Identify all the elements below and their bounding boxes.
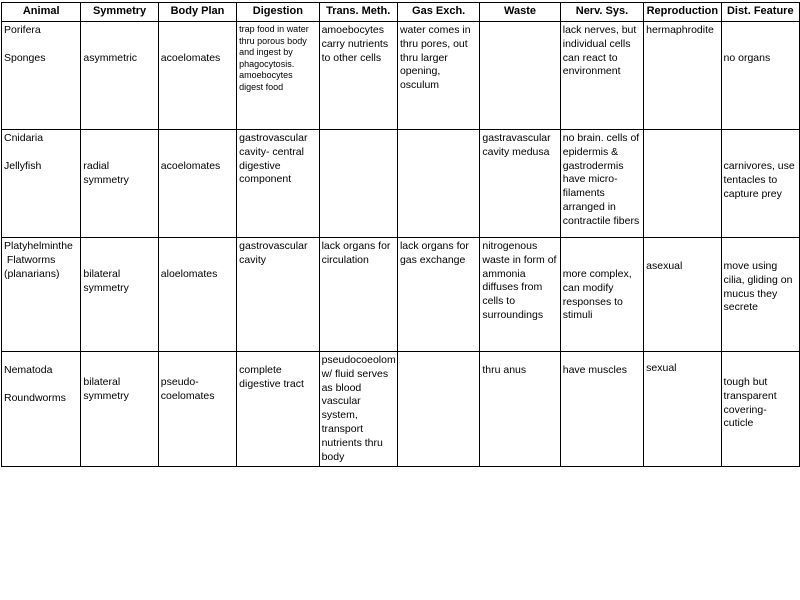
cell-animal [2, 238, 81, 352]
cell-nervous [560, 22, 643, 130]
cell-transport [319, 238, 397, 352]
cell-gas-exchange [397, 352, 479, 467]
cell-body-plan [158, 130, 236, 238]
body-plan-text: aloelomates [160, 268, 218, 280]
cell-feature [721, 130, 799, 238]
feature-text: no organs [723, 52, 771, 64]
cell-gas-exchange [397, 130, 479, 238]
animal-common-name: Roundworms [4, 391, 66, 404]
waste-text: thru anus [482, 364, 527, 376]
feature-text: carnivores, use tentacles to capture prey [723, 160, 795, 200]
cell-reproduction [644, 22, 721, 130]
header-symmetry: Symmetry [81, 3, 158, 22]
header-nervous: Nerv. Sys. [560, 3, 643, 22]
digestion-text: gastrovascular cavity [239, 240, 308, 266]
nervous-text: lack nerves, but individual cells can react to environment [562, 24, 637, 78]
animal-comparison-table [1, 2, 800, 467]
transport-text: pseudocoeolom w/ fluid serves as blood vascular system, transport nutrients thru body [321, 354, 396, 463]
reproduction-text: asexual [646, 260, 683, 272]
cell-feature [721, 22, 799, 130]
cell-waste [480, 130, 560, 238]
cell-animal [2, 22, 81, 130]
symmetry-text: bilateral symmetry [83, 376, 129, 402]
cell-animal [2, 352, 81, 467]
cell-body-plan [158, 238, 236, 352]
reproduction-text: sexual [646, 362, 677, 374]
cell-symmetry [81, 238, 158, 352]
cell-waste [480, 22, 560, 130]
transport-text: amoebocytes carry nutrients to other cells [321, 24, 389, 64]
digestion-text: complete digestive tract [239, 364, 304, 390]
reproduction-text: hermaphrodite [646, 24, 714, 36]
animal-example: (planarians) [4, 267, 60, 280]
symmetry-text: asymmetric [83, 52, 138, 64]
feature-text: move using cilia, gliding on mucus they secrete [723, 260, 793, 314]
cell-symmetry [81, 22, 158, 130]
table-row [2, 352, 800, 467]
header-transport: Trans. Meth. [319, 3, 397, 22]
symmetry-text: radial symmetry [83, 160, 129, 186]
cell-feature [721, 238, 799, 352]
cell-nervous [560, 130, 643, 238]
cell-digestion [237, 238, 319, 352]
header-digestion: Digestion [237, 3, 319, 22]
cell-transport [319, 352, 397, 467]
feature-text: tough but transparent covering- cuticle [723, 376, 777, 430]
cell-digestion [237, 352, 319, 467]
table-row [2, 238, 800, 352]
symmetry-text: bilateral symmetry [83, 268, 129, 294]
cell-digestion [237, 22, 319, 130]
animal-phylum: Platyhelminthe [4, 240, 73, 252]
cell-nervous [560, 352, 643, 467]
animal-phylum: Porifera [4, 24, 41, 36]
cell-digestion [237, 130, 319, 238]
animal-phylum: Nematoda [4, 364, 53, 376]
nervous-text: no brain. cells of epidermis & gastrodermis have micro-filaments arranged in contractile fibers [562, 132, 640, 227]
cell-gas-exchange [397, 22, 479, 130]
cell-symmetry [81, 352, 158, 467]
header-feature: Dist. Feature [721, 3, 799, 22]
body-plan-text: pseudo-coelomates [160, 376, 215, 402]
cell-feature [721, 352, 799, 467]
gas-exchange-text: lack organs for gas exchange [399, 240, 469, 266]
cell-reproduction [644, 238, 721, 352]
cell-animal [2, 130, 81, 238]
cell-transport [319, 22, 397, 130]
waste-text: gastravascular cavity medusa [482, 132, 551, 158]
header-animal: Animal [2, 3, 81, 22]
table-row [2, 130, 800, 238]
cell-body-plan [158, 22, 236, 130]
cell-nervous [560, 238, 643, 352]
animal-common-name: Flatworms [4, 253, 56, 266]
animal-common-name: Jellyfish [4, 159, 42, 172]
digestion-text: gastrovascular cavity- central digestive component [239, 132, 308, 186]
cell-reproduction [644, 352, 721, 467]
cell-waste [480, 352, 560, 467]
cell-body-plan [158, 352, 236, 467]
digestion-text: trap food in water thru porous body and ingest by phagocytosis. amoebocytes digest food [239, 24, 309, 92]
header-body-plan: Body Plan [158, 3, 236, 22]
gas-exchange-text: water comes in thru pores, out thru larger opening, osculum [399, 24, 471, 92]
nervous-text: more complex, can modify responses to stimuli [562, 268, 632, 322]
transport-text: lack organs for circulation [321, 240, 391, 266]
cell-symmetry [81, 130, 158, 238]
animal-common-name: Sponges [4, 51, 46, 64]
header-row [2, 3, 800, 22]
table-row [2, 22, 800, 130]
header-waste: Waste [480, 3, 560, 22]
nervous-text: have muscles [562, 364, 627, 376]
cell-waste [480, 238, 560, 352]
cell-reproduction [644, 130, 721, 238]
body-plan-text: acoelomates [160, 52, 221, 64]
header-reproduction: Reproduction [644, 3, 721, 22]
cell-transport [319, 130, 397, 238]
body-plan-text: acoelomates [160, 160, 221, 172]
cell-gas-exchange [397, 238, 479, 352]
header-gas-exchange: Gas Exch. [397, 3, 479, 22]
animal-phylum: Cnidaria [4, 132, 44, 144]
waste-text: nitrogenous waste in form of ammonia diffuses from cells to surroundings [482, 240, 557, 321]
